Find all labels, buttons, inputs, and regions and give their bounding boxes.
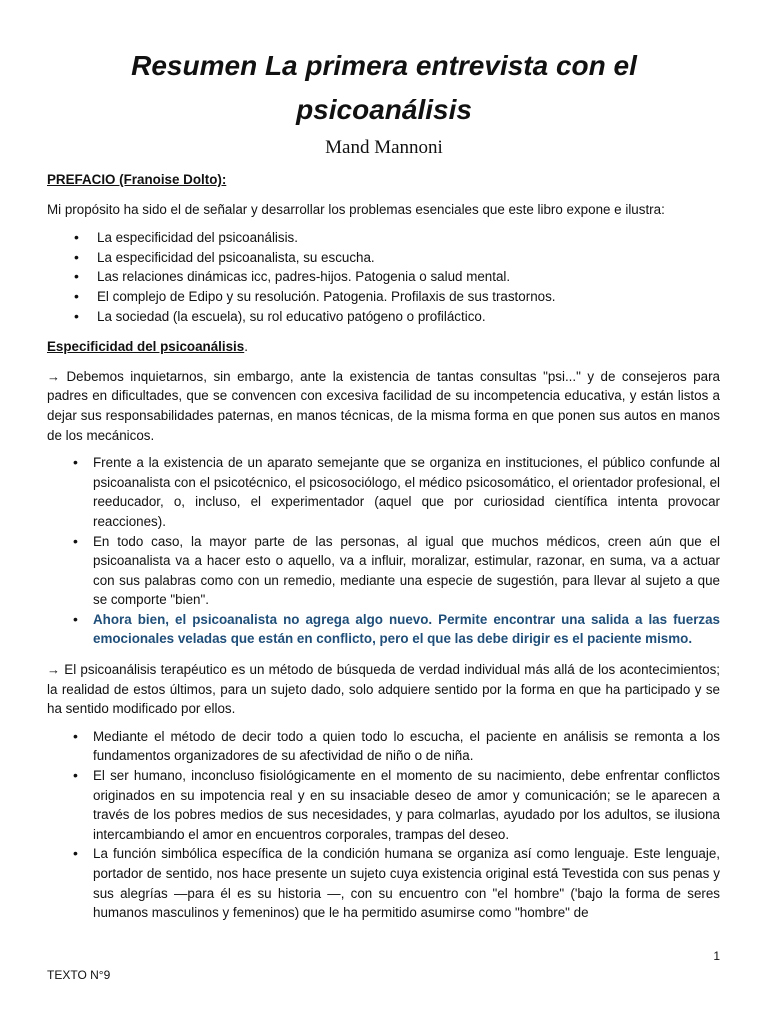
list-item: • Frente a la existencia de un aparato semejante que se organiza en instituciones, el público confunde al psicoanalista con el psicotécnico, el psicosociólogo, el médico psicosomático, el orientador profesional, el reeducador, o, incluso, el experimentador (aquel que por curiosidad científica intenta provocar reacciones).: [73, 454, 720, 529]
bullet-icon: •: [73, 454, 78, 471]
list-item: • La especificidad del psicoanalista, su escucha.: [47, 248, 720, 268]
document-author: Mand Mannoni: [325, 137, 443, 158]
document-title: Resumen La primera entrevista con el psicoanálisis: [131, 50, 637, 125]
bullet-icon: •: [74, 307, 79, 324]
highlighted-list-item: • Ahora bien, el psicoanalista no agrega algo nuevo. Permite encontrar una salida a las fuerzas emocionales veladas que están en conflicto, pero el que las debe dirigir es el paciente mismo.: [73, 610, 720, 647]
heading-period: .: [244, 339, 248, 355]
bullet-list: [47, 453, 720, 649]
page-number: 1: [713, 949, 720, 963]
bullet-icon: •: [73, 845, 78, 862]
bullet-icon: •: [73, 727, 78, 744]
list-item: • Mediante el método de decir todo a quien todo lo escucha, el paciente en análisis se remonta a los fundamentos organizadores de su afectividad de niño o de niña.: [73, 727, 720, 764]
prefacio-list: [47, 228, 720, 326]
bullet-icon: •: [73, 532, 78, 549]
footer-label: TEXTO N°9: [47, 968, 111, 982]
list-item: • Las relaciones dinámicas icc, padres-hijos. Patogenia o salud mental.: [47, 267, 720, 287]
bullet-icon: •: [73, 767, 78, 784]
especificidad-heading-line: [47, 337, 720, 357]
prefacio-intro: Mi propósito ha sido el de señalar y desarrollar los problemas esenciales que este libro expone e ilustra:: [47, 201, 665, 217]
arrow-right-icon: →: [47, 662, 60, 678]
list-item: • La especificidad del psicoanálisis.: [47, 228, 720, 248]
list-item: • El complejo de Edipo y su resolución. Patogenia. Profilaxis de sus trastornos.: [47, 287, 720, 307]
arrow-right-icon: →: [47, 368, 60, 384]
list-item: • El ser humano, inconcluso fisiológicamente en el momento de su nacimiento, debe enfrentar conflictos originados en su impotencia real y en su insaciable deseo de amor y comunicación; se le aparecen a través de los pobres medios de sus necesidades, y para colmarlas, ayudado por los adultos, se ilusiona intercambiando el amor en encuentros corporales, trampas del deseo.: [73, 767, 720, 842]
bullet-icon: •: [74, 287, 79, 304]
prefacio-heading: PREFACIO (Franoise Dolto):: [47, 172, 227, 187]
especificidad-heading: Especificidad del psicoanálisis: [47, 339, 245, 355]
paragraph: → Debemos inquietarnos, sin embargo, ante la existencia de tantas consultas "psi..." y de consejeros para padres en dificultades, que se convencen con excesiva facilidad de su incompetencia educativa, y están listos a dejar sus responsabilidades paternas, en manos técnicas, de la misma forma en que ponen sus autos en manos de los mecánicos.: [47, 368, 720, 443]
list-item: • En todo caso, la mayor parte de las personas, al igual que muchos médicos, creen aún que el psicoanalista va a hacer esto o aquello, va a influir, moralizar, estimular, razonar, en suma, va a actuar con sus palabras como con un remedio, mediante una especie de sugestión, para llevar al sujeto a que se comporte "bien".: [73, 532, 720, 608]
list-item: • La sociedad (la escuela), su rol educativo patógeno o profiláctico.: [47, 307, 720, 327]
paragraph: → El psicoanálisis terapéutico es un método de búsqueda de verdad individual más allá de los acontecimientos; la realidad de estos últimos, para un sujeto dado, solo adquiere sentido por la forma en que ha participado y se ha sentido modificado por ellos.: [47, 662, 720, 717]
bullet-icon: •: [74, 268, 79, 285]
bullet-list: [47, 727, 720, 923]
bullet-icon: •: [74, 248, 79, 265]
bullet-icon: •: [74, 229, 79, 246]
document-body: [47, 170, 720, 934]
bullet-icon: •: [73, 610, 78, 627]
list-item: • La función simbólica específica de la condición humana se organiza así como lenguaje. Este lenguaje, portador de sentido, nos hace presente un sujeto cuya existencia original está Tevestida con sus penas y sus alegrías —para él es su historia —, con su encuentro con "el hombre" ('bajo la forma de seres humanos masculinos y femeninos) que le ha permitido asumirse como "hombre" de: [73, 845, 720, 921]
